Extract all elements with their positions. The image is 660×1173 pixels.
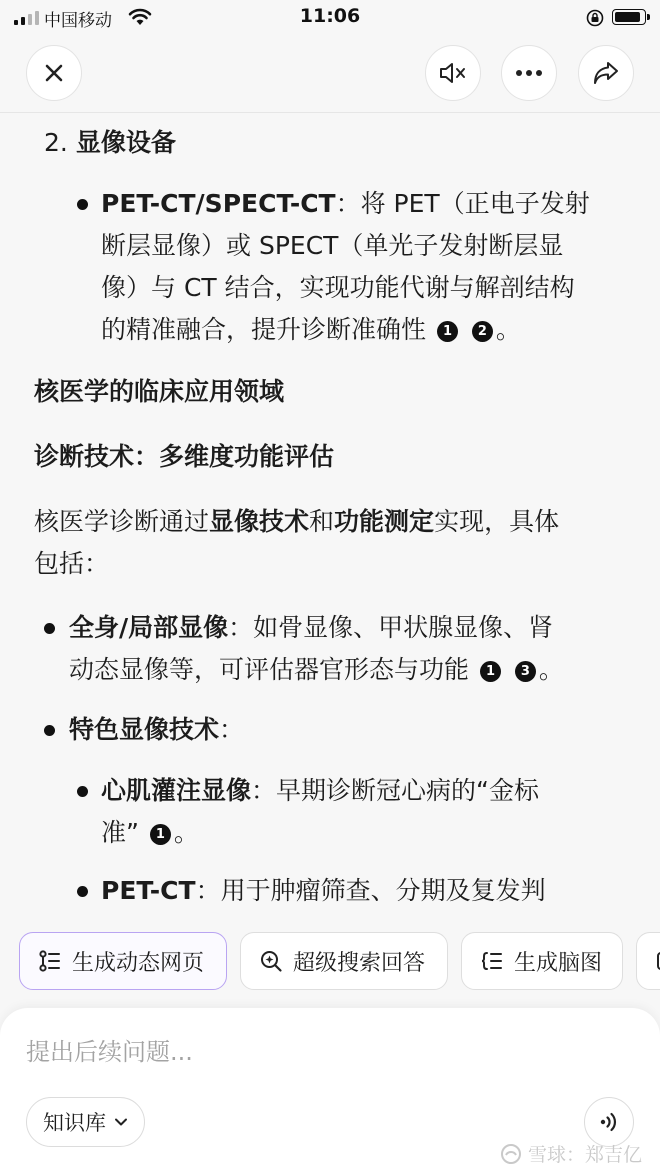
mind-map-icon [480, 949, 504, 973]
section-title-text: 显像设备 [75, 128, 176, 157]
whole-body-term: 全身/局部显像 [69, 613, 229, 642]
share-button[interactable] [578, 45, 634, 101]
carrier-name: 中国移动 [44, 11, 112, 31]
super-search-label: 超级搜索回答 [293, 950, 426, 976]
pet-spect-desc-2: 断层显像）或 SPECT（单光子发射断层显 [101, 231, 564, 260]
sentence-end: 。 [495, 315, 521, 344]
whole-body-desc-1: ：如骨显像、甲状腺显像、肾 [228, 613, 554, 642]
special-imaging-term: 特色显像技术 [69, 715, 220, 744]
bullet [77, 199, 88, 210]
watermark-text: 雪球：郑吉亿 [528, 1144, 643, 1166]
pet-spect-desc-4 [101, 310, 521, 350]
mind-map-chip[interactable] [461, 932, 623, 990]
knowledge-base-label: 知识库 [43, 1111, 106, 1135]
intro-text: 实现，具体 [434, 507, 560, 536]
section-number: 2. [44, 128, 68, 157]
super-search-chip[interactable] [240, 932, 448, 990]
pet-ct-term: PET-CT [101, 876, 196, 905]
section-title [44, 123, 176, 163]
myocardial-term: 心肌灌注显像 [101, 776, 252, 805]
myocardial-desc-2-text: 准” [101, 818, 139, 847]
pet-spect-desc-3: 像）与 CT 结合，实现功能代谢与解剖结构 [101, 273, 575, 302]
whole-body-desc-2 [69, 650, 564, 690]
pet-ct-desc-1: ：用于肿瘤筛查、分期及复发判 [195, 876, 546, 905]
myocardial-desc-1: ：早期诊断冠心病的“金标 [251, 776, 539, 805]
chevron-down-icon [114, 1117, 128, 1127]
citation-badge[interactable]: 2 [472, 321, 493, 342]
share-icon [592, 60, 620, 86]
flow-icon [38, 949, 62, 973]
bullet [44, 623, 55, 634]
list-item [69, 710, 244, 750]
sentence-end: 。 [173, 818, 199, 847]
citation-badge[interactable]: 1 [480, 661, 501, 682]
sentence-end: 。 [538, 655, 564, 684]
citation-badge[interactable]: 1 [150, 824, 171, 845]
bullet [44, 725, 55, 736]
generate-webpage-label: 生成动态网页 [72, 950, 205, 976]
heading-diagnostic-tech: 诊断技术：多维度功能评估 [34, 442, 335, 471]
myocardial-desc-2 [101, 813, 199, 853]
more-button[interactable] [501, 45, 557, 101]
intro-paragraph [34, 502, 559, 542]
pet-spect-desc-4-text: 的精准融合，提升诊断准确性 [101, 315, 427, 344]
close-button[interactable] [26, 45, 82, 101]
followup-input[interactable] [26, 1030, 586, 1074]
list-item [69, 608, 553, 648]
mute-button[interactable] [425, 45, 481, 101]
sparkle-search-icon [259, 949, 283, 973]
voice-wave-icon [598, 1111, 620, 1133]
list-item [101, 771, 539, 811]
mute-icon [438, 61, 468, 85]
intro-bold-function: 功能测定 [334, 507, 435, 536]
generate-webpage-chip[interactable] [19, 932, 227, 990]
status-bar [0, 0, 660, 36]
knowledge-base-selector[interactable] [26, 1097, 145, 1147]
snowball-logo-icon [500, 1143, 522, 1165]
answer-content [0, 113, 660, 933]
intro-bold-imaging: 显像技术 [209, 507, 310, 536]
more-icon [515, 69, 543, 77]
battery-icon [612, 9, 646, 25]
intro-text: 和 [309, 507, 335, 536]
chip-partial-icon [655, 949, 660, 973]
intro-paragraph-line2: 包括： [34, 549, 110, 578]
watermark [500, 1140, 642, 1167]
bullet [77, 886, 88, 897]
citation-badge[interactable]: 1 [437, 321, 458, 342]
special-imaging-colon: ： [219, 715, 245, 744]
whole-body-desc-2-text: 动态显像等，可评估器官形态与功能 [69, 655, 470, 684]
close-icon [44, 63, 64, 83]
rotation-lock-icon [586, 9, 604, 27]
citation-badge[interactable]: 3 [515, 661, 536, 682]
clock: 11:06 [299, 5, 361, 27]
more-chip[interactable] [636, 932, 660, 990]
list-item [101, 871, 546, 911]
mind-map-label: 生成脑图 [514, 950, 603, 976]
bullet [77, 786, 88, 797]
pet-spect-desc-1: ：将 PET（正电子发射 [335, 189, 590, 218]
heading-clinical-applications: 核医学的临床应用领域 [34, 377, 285, 406]
suggestion-chips [0, 932, 660, 992]
list-item [101, 184, 590, 224]
pet-spect-term: PET-CT/SPECT-CT [101, 189, 336, 218]
intro-text: 核医学诊断通过 [34, 507, 210, 536]
